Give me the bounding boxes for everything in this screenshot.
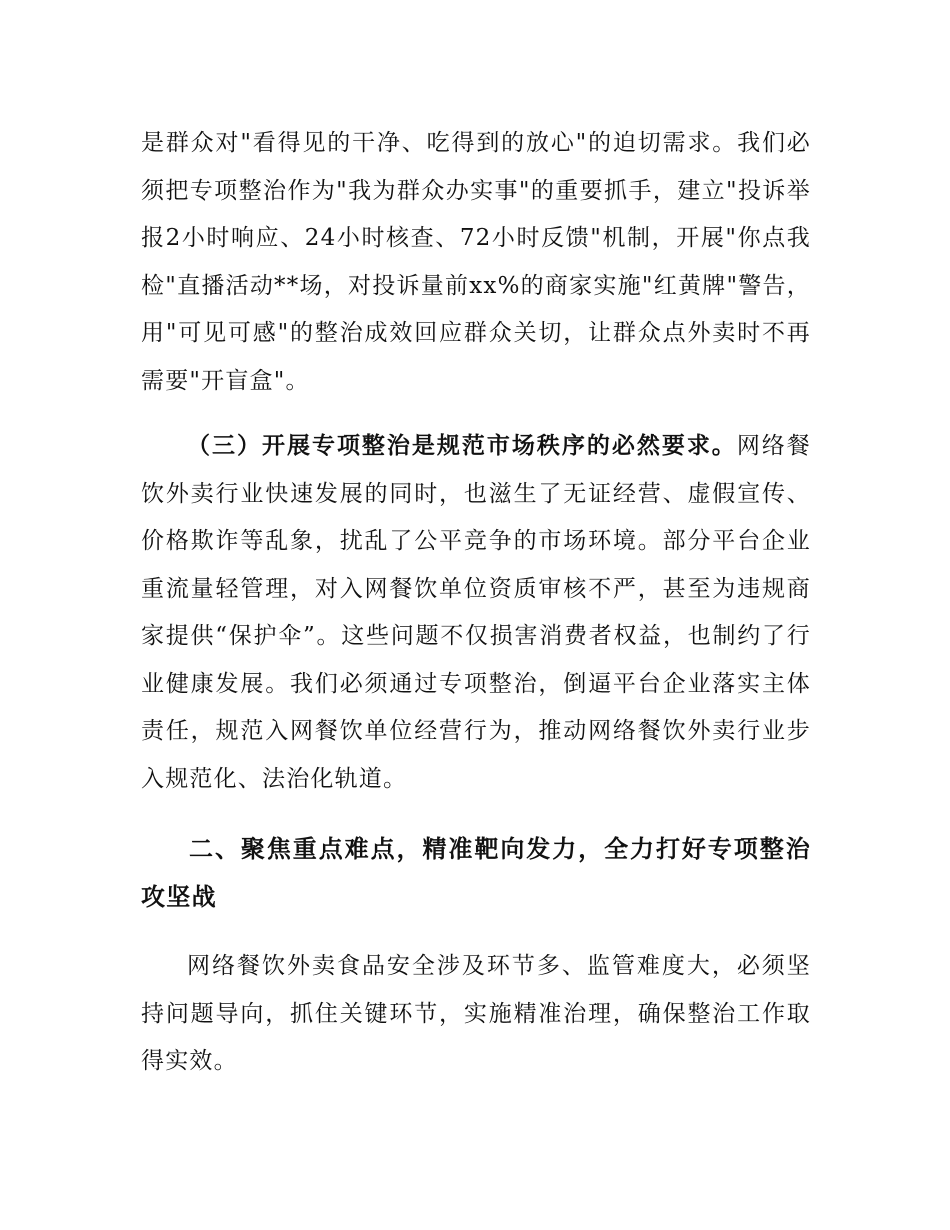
section-heading-2: 二、聚焦重点难点，精准靶向发力，全力打好专项整治攻坚战 [141, 835, 811, 911]
paragraph-section-2-intro: 网络餐饮外卖食品安全涉及环节多、监管难度大，必须坚持问题导向，抓住关键环节，实施精准治理，确保整治工作取得实效。 [141, 953, 811, 1074]
paragraph-section-3 [141, 423, 811, 803]
document-body [141, 120, 811, 1086]
section-3-body: 网络餐饮外卖行业快速发展的同时，也滋生了无证经营、虚假宣传、价格欺诈等乱象，扰乱了公平竞争的市场环境。部分平台企业重流量轻管理，对入网餐饮单位资质审核不严，甚至为违规商家提供“保护伞”。这些问题不仅损害消费者权益，也制约了行业健康发展。我们必须通过专项整治，倒逼平台企业落实主体责任，规范入网餐饮单位经营行为，推动网络餐饮外卖行业步入规范化、法治化轨道。 [141, 433, 811, 792]
paragraph-intro: 是群众对"看得见的干净、吃得到的放心"的迫切需求。我们必须把专项整治作为"我为群众办实事"的重要抓手，建立"投诉举报2小时响应、24小时核查、72小时反馈"机制，开展"你点我检"直播活动**场，对投诉量前xx%的商家实施"红黄牌"警告，用"可见可感"的整治成效回应群众关切，让群众点外卖时不再需要"开盲盒"。 [141, 130, 811, 394]
section-3-lead: （三）开展专项整治是规范市场秩序的必然要求。 [187, 433, 737, 459]
